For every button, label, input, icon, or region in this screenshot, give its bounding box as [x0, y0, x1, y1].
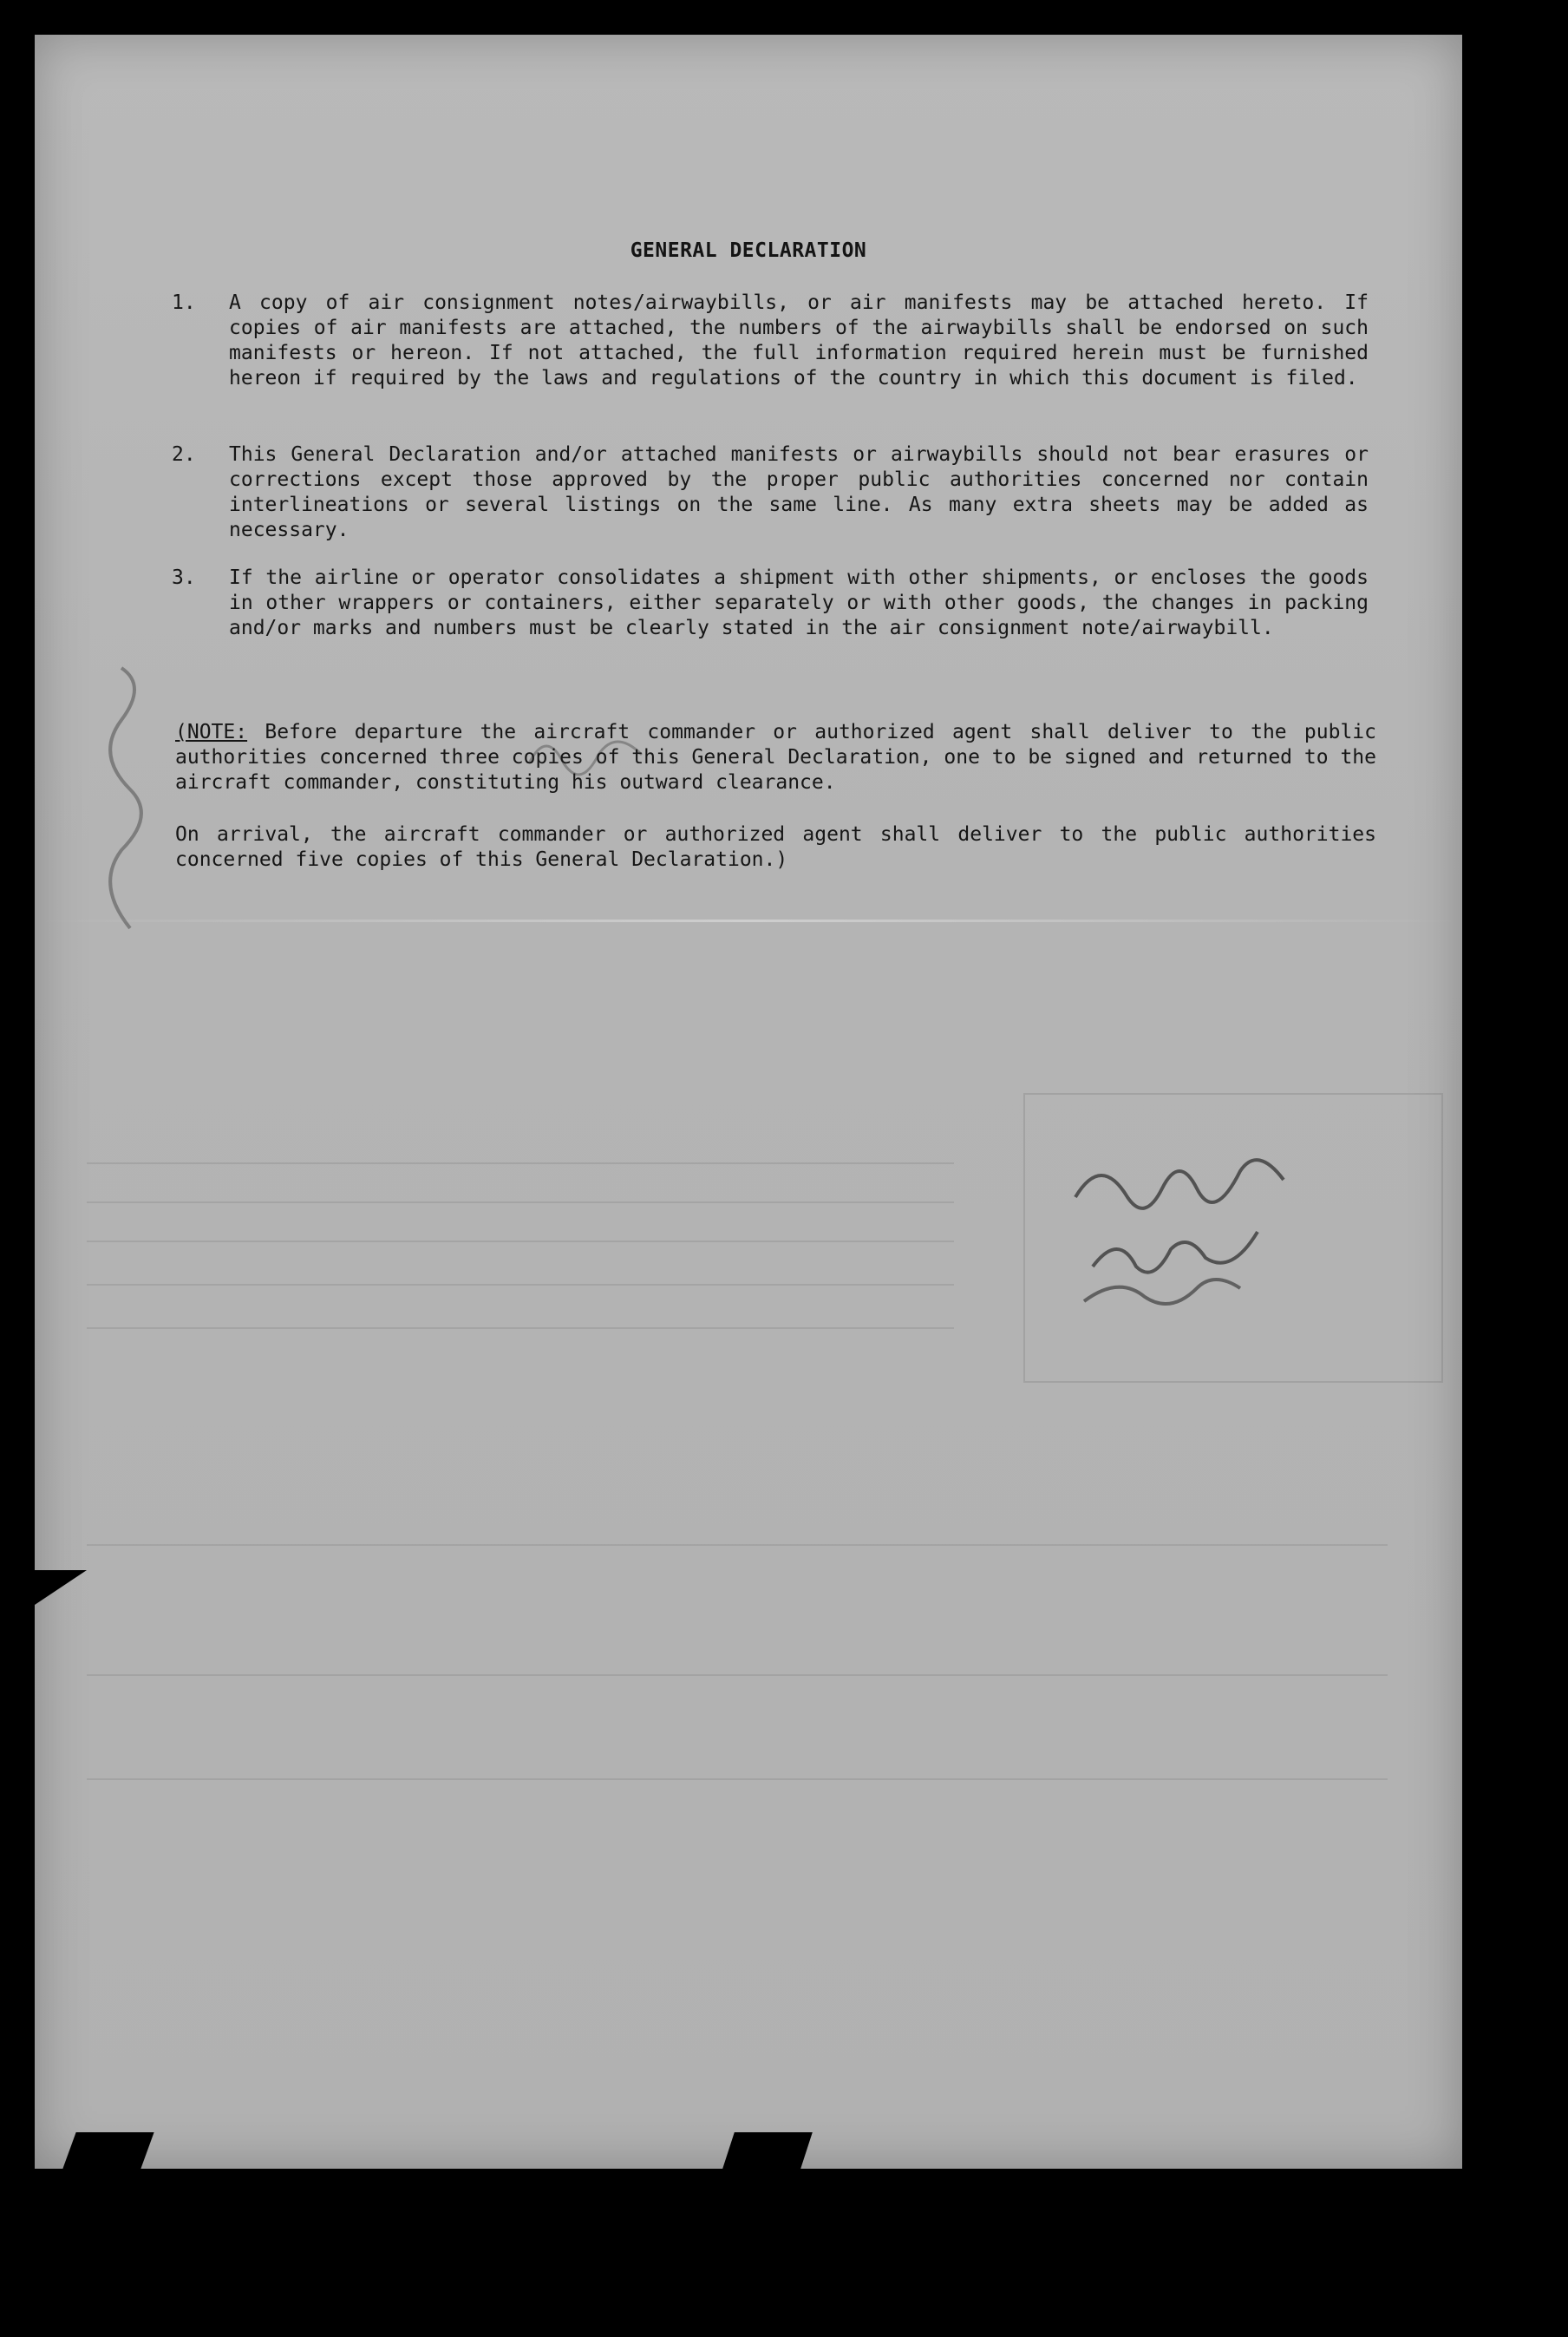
bleed-through-line	[87, 1674, 1388, 1676]
bleed-through-line	[87, 1327, 954, 1329]
note-prefix: (NOTE:	[175, 721, 248, 743]
bleed-through-line	[87, 1201, 954, 1203]
note-arrival: On arrival, the aircraft commander or authorized agent shall deliver to the public authorities concerned five copies of this General Declaration.)	[175, 823, 1376, 871]
page-tear-left	[35, 1570, 87, 1605]
paper-crease	[35, 920, 1462, 922]
bleed-through-line	[87, 1241, 954, 1242]
bleed-through-line	[87, 1778, 1388, 1780]
page-tear-bottom	[722, 2132, 813, 2169]
instruction-item-1	[172, 291, 1369, 391]
instruction-item-2	[172, 442, 1369, 543]
instruction-item-3	[172, 566, 1369, 641]
item-number: 2.	[172, 443, 196, 466]
item-number: 1.	[172, 291, 196, 314]
note-departure	[175, 720, 1376, 795]
handwritten-annotation	[1058, 1128, 1422, 1336]
page-title: GENERAL DECLARATION	[630, 239, 867, 262]
document-sheet	[35, 35, 1462, 2169]
bleed-through-line	[87, 1284, 954, 1286]
item-text: If the airline or operator consolidates a shipment with other shipments, or encloses the goods in other wrappers or containers, either separately or with other goods, the changes in packing and/or marks and numbers must be clearly stated in the air consignment note/airwaybill.	[229, 566, 1369, 639]
item-number: 3.	[172, 566, 196, 589]
note-departure-text: Before departure the aircraft commander or authorized agent shall deliver to the public authorities concerned three copies of this General Declaration, one to be signed and returned to the aircraft commander, constituting his outward clearance.	[175, 721, 1376, 794]
item-text: This General Declaration and/or attached manifests or airwaybills should not bear erasures or corrections except those approved by the proper public authorities concerned nor contain interlineations or several listings on the same line. As many extra sheets may be added as necessary.	[229, 443, 1369, 541]
bleed-through-line	[87, 1162, 954, 1164]
handwritten-margin-mark	[87, 659, 156, 972]
bleed-through-line	[87, 1544, 1388, 1546]
page-tear-bottom	[62, 2132, 154, 2169]
item-text: A copy of air consignment notes/airwaybills, or air manifests may be attached hereto. If copies of air manifests are attached, the numbers of the airwaybills shall be endorsed on such manifests or hereon. If not attached, the full information required herein must be furnished hereon if required by the laws and regulations of the country in which this document is filed.	[229, 291, 1369, 390]
